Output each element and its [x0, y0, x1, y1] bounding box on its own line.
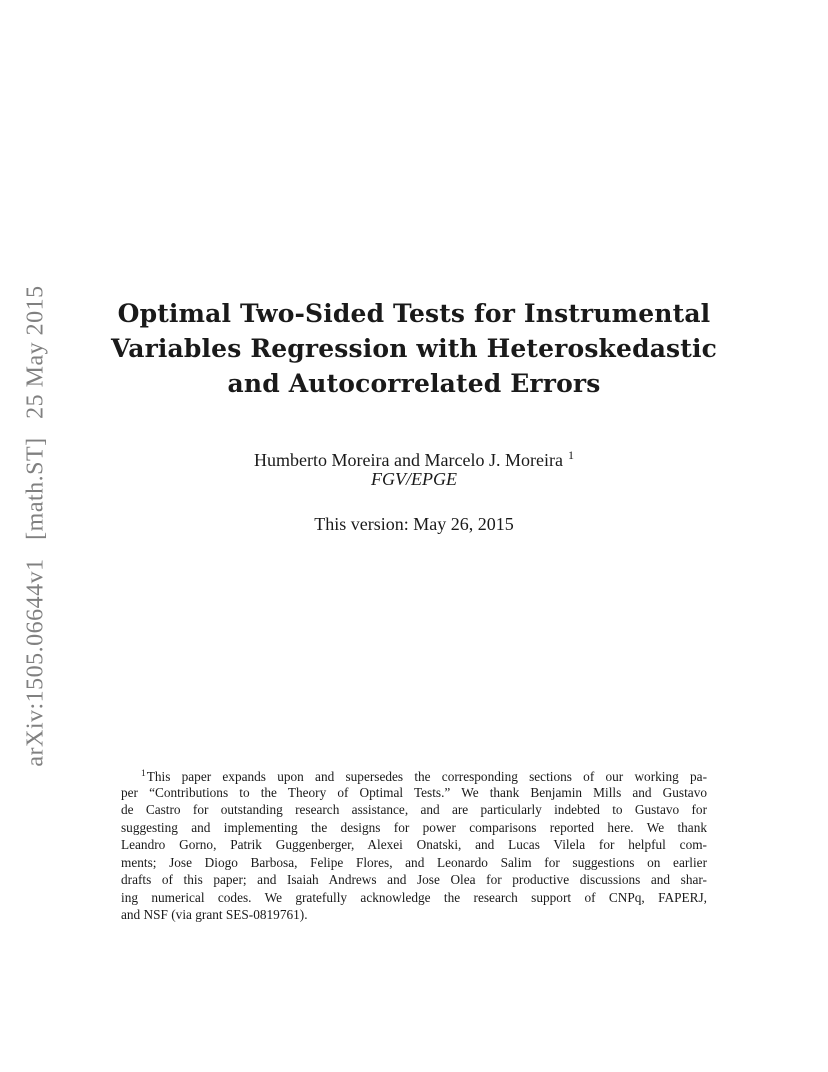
arxiv-side-stamp [23, 273, 50, 766]
footnote-line: ing numerical codes. We gratefully acknowledge the research support of CNPq, FAPERJ, [121, 889, 707, 905]
arxiv-category: [math.ST] [22, 437, 49, 540]
version-date: This version: May 26, 2015 [314, 514, 514, 534]
footnote-line: $^1$This paper expands upon and supersedes the corresponding sections of our working pa- [141, 769, 707, 784]
footnote-line: Leandro Gorno, Patrik Guggenberger, Alexei Onatski, and Lucas Vilela for helpful com- [121, 837, 707, 852]
arxiv-id: arXiv:1505.06644v1 [22, 558, 49, 767]
footnote-line: per “Contributions to the Theory of Optimal Tests.” We thank Benjamin Mills and Gustavo [121, 784, 707, 800]
footnote-line: and NSF (via grant SES-0819761). [121, 907, 308, 922]
paper-title [100, 296, 728, 401]
footnote-line: ments; Jose Diogo Barbosa, Felipe Flores, and Leonardo Salim for suggestions on earlier [121, 854, 707, 870]
footnote-reference: 1 [567, 448, 574, 462]
author-names: Humberto Moreira and Marcelo J. Moreira [254, 450, 563, 470]
title-line: Optimal Two-Sided Tests for Instrumental [117, 299, 711, 328]
title-line: and Autocorrelated Errors [227, 369, 601, 398]
affiliation: FGV/EPGE [371, 469, 457, 489]
footnote-mark: 1 [141, 769, 146, 779]
footnote-line: de Castro for outstanding research assistance, and are particularly indebted to Gustavo for [121, 802, 707, 817]
footnote [121, 766, 707, 924]
footnote-line: suggesting and implementing the designs for power comparisons reported here. We thank [121, 819, 707, 835]
arxiv-date: 25 May 2015 [22, 285, 49, 419]
footnote-line: drafts of this paper; and Isaiah Andrews and Jose Olea for productive discussions and shar- [121, 872, 707, 887]
title-line: Variables Regression with Heteroskedastic [110, 334, 717, 363]
